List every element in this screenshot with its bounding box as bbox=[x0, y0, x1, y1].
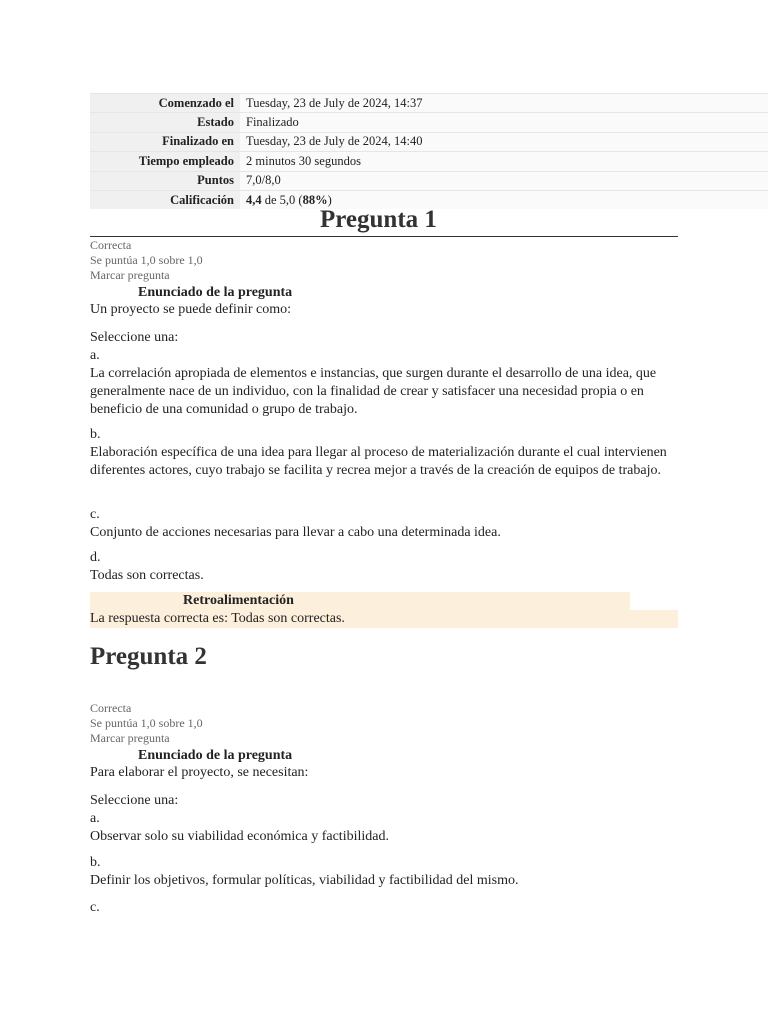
option-b-text[interactable]: Definir los objetivos, formular políticas, viabilidad y factibilidad del mismo. bbox=[90, 873, 519, 888]
divider bbox=[90, 236, 678, 237]
question-1-select-label: Seleccione una: bbox=[90, 330, 179, 345]
feedback-text: La respuesta correcta es: Todas son correctas. bbox=[90, 610, 678, 628]
grade-score: 4,4 bbox=[246, 192, 262, 207]
summary-value: Tuesday, 23 de July de 2024, 14:40 bbox=[240, 132, 768, 151]
grade-percent: 88% bbox=[302, 192, 328, 207]
option-letter: d. bbox=[90, 550, 101, 565]
feedback-header bbox=[90, 592, 630, 610]
grade-middle: de 5,0 ( bbox=[261, 192, 303, 207]
option-a-text[interactable]: La correlación apropiada de elementos e instancias, que surgen durante el desarrollo de una idea, que generalmente nace de un individuo, con la finalidad de crear y satisfacer una necesidad propia o en beneficio de una comunidad o grupo de trabajo. bbox=[90, 366, 657, 417]
summary-row-time bbox=[90, 152, 768, 171]
question-2-title: Pregunta 2 bbox=[90, 643, 207, 670]
question-2-stem-title: Enunciado de la pregunta bbox=[138, 748, 293, 763]
option-letter: c. bbox=[90, 507, 100, 522]
grade-end: ) bbox=[327, 192, 332, 207]
option-letter: c. bbox=[90, 900, 100, 915]
question-1-flag-link[interactable]: Marcar pregunta bbox=[90, 268, 170, 282]
summary-value: Finalizado bbox=[240, 113, 768, 132]
question-1-status: Correcta bbox=[90, 238, 132, 252]
question-1-score: Se puntúa 1,0 sobre 1,0 bbox=[90, 253, 203, 267]
summary-label: Tiempo empleado bbox=[90, 152, 240, 171]
question-2-stem: Para elaborar el proyecto, se necesitan: bbox=[90, 765, 309, 780]
summary-row-points bbox=[90, 171, 768, 190]
option-letter: a. bbox=[90, 811, 100, 826]
question-1-stem-title: Enunciado de la pregunta bbox=[138, 285, 293, 300]
summary-label: Puntos bbox=[90, 171, 240, 190]
feedback-title: Retroalimentación bbox=[183, 593, 294, 608]
summary-value: Tuesday, 23 de July de 2024, 14:37 bbox=[240, 94, 768, 113]
question-1-stem: Un proyecto se puede definir como: bbox=[90, 302, 291, 317]
option-letter: a. bbox=[90, 348, 100, 363]
option-a-text[interactable]: Observar solo su viabilidad económica y factibilidad. bbox=[90, 829, 389, 844]
option-d-text[interactable]: Todas son correctas. bbox=[90, 568, 204, 583]
summary-label: Finalizado en bbox=[90, 132, 240, 151]
summary-label: Calificación bbox=[90, 190, 240, 209]
option-letter: b. bbox=[90, 855, 101, 870]
summary-row-started bbox=[90, 94, 768, 113]
question-2-status: Correcta bbox=[90, 701, 132, 715]
attempt-summary-table bbox=[90, 93, 768, 209]
question-1-title: Pregunta 1 bbox=[320, 206, 437, 233]
summary-value: 2 minutos 30 segundos bbox=[240, 152, 768, 171]
option-c-text[interactable]: Conjunto de acciones necesarias para llevar a cabo una determinada idea. bbox=[90, 525, 501, 540]
summary-value: 7,0/8,0 bbox=[240, 171, 768, 190]
option-letter: b. bbox=[90, 427, 101, 442]
summary-row-finished bbox=[90, 132, 768, 151]
summary-label: Estado bbox=[90, 113, 240, 132]
summary-row-state bbox=[90, 113, 768, 132]
option-b-text[interactable]: Elaboración específica de una idea para llegar al proceso de materialización durante el cual intervienen diferentes actores, cuyo trabajo se facilita y recrea mejor a través de la creación de equipos de trabajo. bbox=[90, 445, 667, 478]
question-2-select-label: Seleccione una: bbox=[90, 793, 179, 808]
summary-label: Comenzado el bbox=[90, 94, 240, 113]
question-2-score: Se puntúa 1,0 sobre 1,0 bbox=[90, 716, 203, 730]
question-2-flag-link[interactable]: Marcar pregunta bbox=[90, 731, 170, 745]
